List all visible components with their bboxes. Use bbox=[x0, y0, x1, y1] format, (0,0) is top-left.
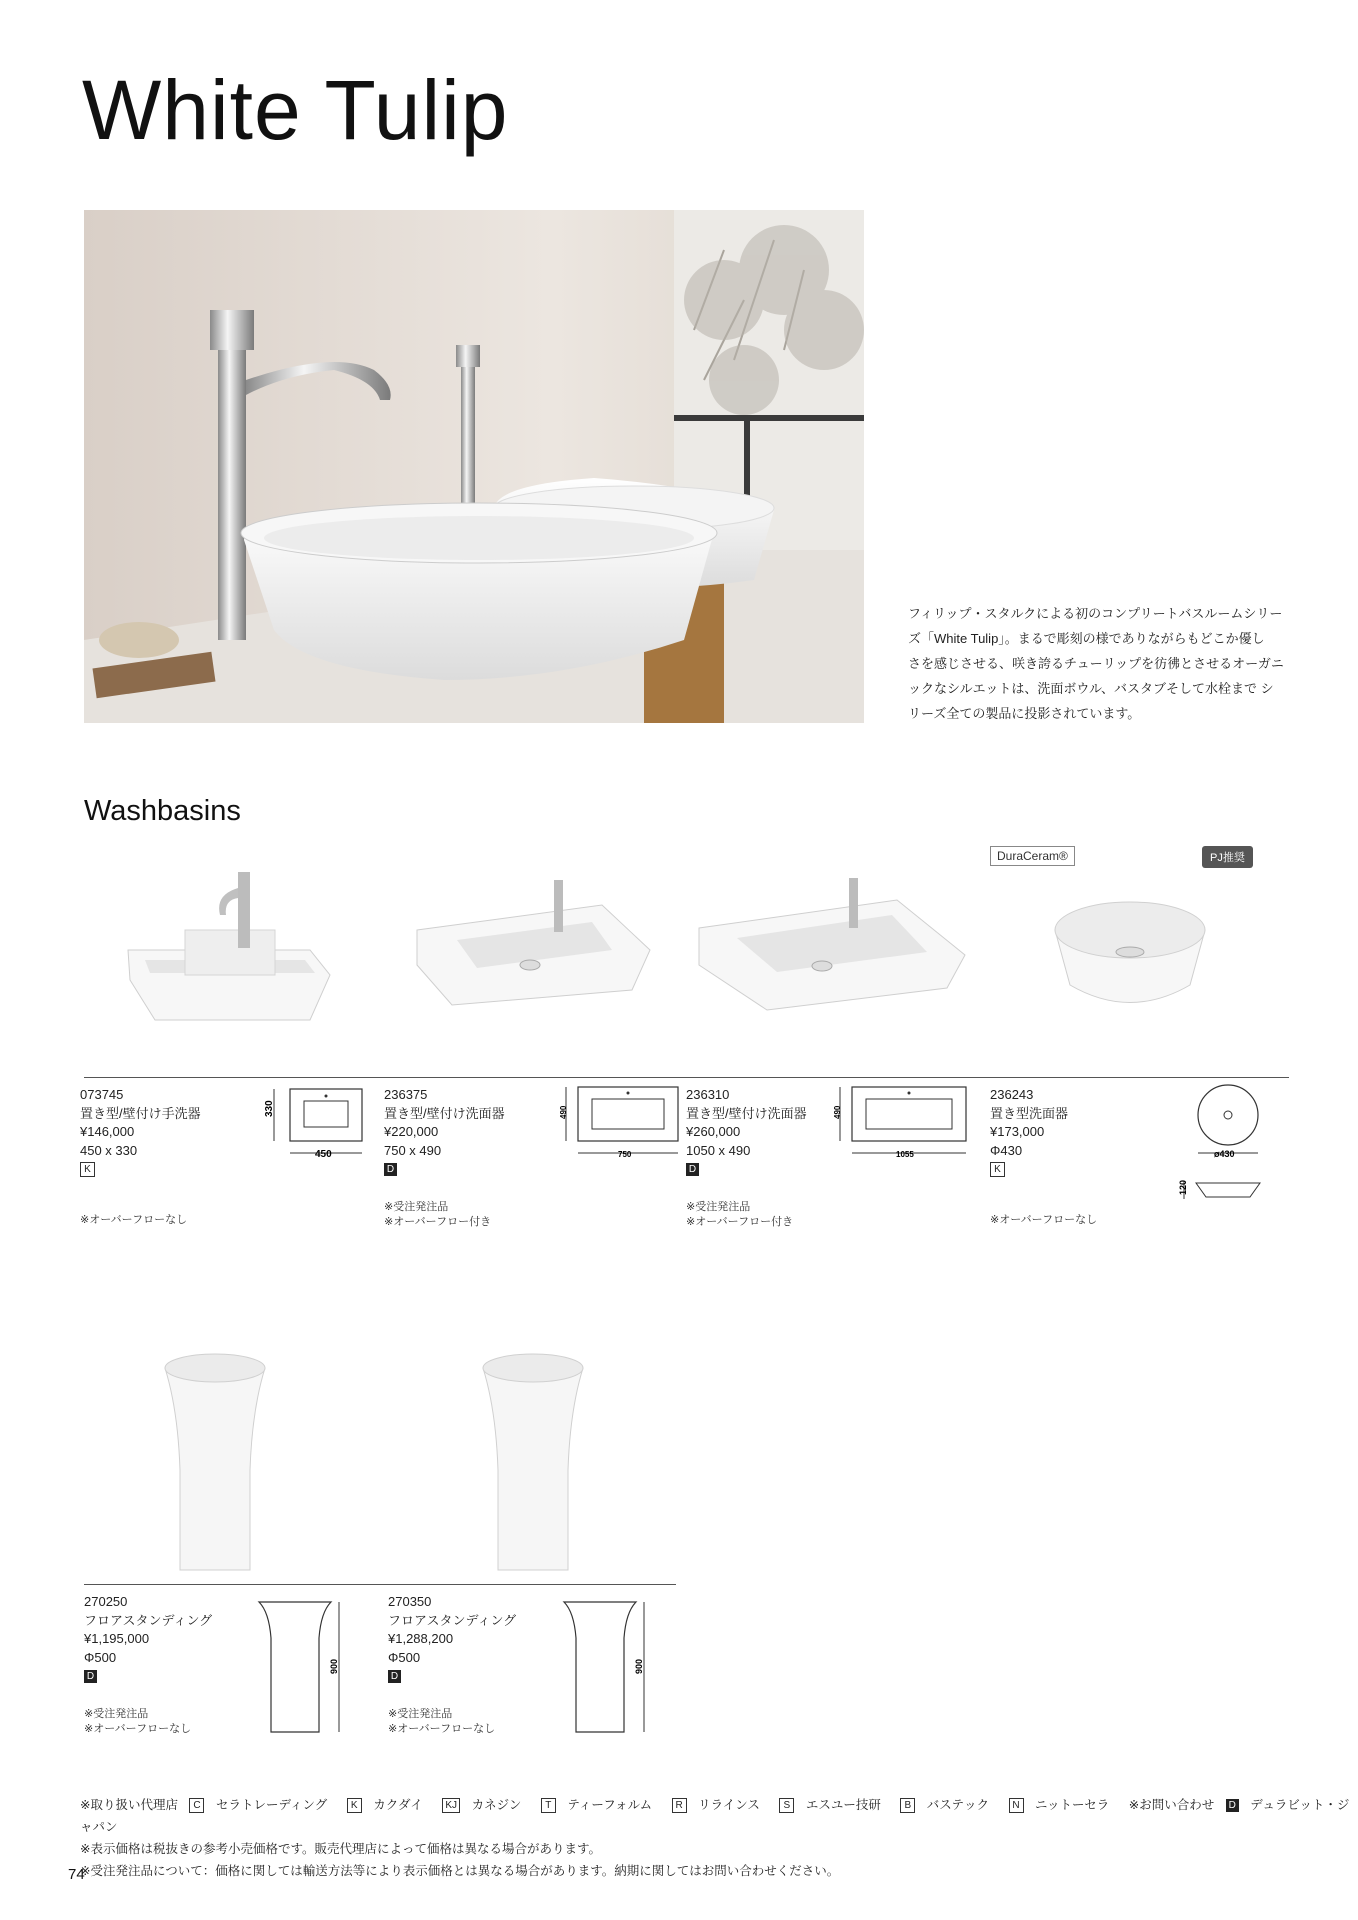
note-line: ※オーバーフロー付き bbox=[686, 1216, 794, 1228]
duraceram-tag: DuraCeram® bbox=[990, 846, 1075, 866]
dealer-name: カクダイ bbox=[373, 1798, 423, 1812]
product-image-073745 bbox=[120, 870, 340, 1050]
order-note: ※受注発注品について：価格に関しては輸送方法等により表示価格とは異なる場合があります。納期に関してはお問い合わせください。 bbox=[80, 1864, 840, 1878]
dealer-code: T bbox=[541, 1798, 556, 1813]
product-type: 置き型洗面器 bbox=[990, 1105, 1069, 1121]
dealer-badge: D bbox=[384, 1163, 397, 1176]
dim-label-depth: 330 bbox=[264, 1100, 275, 1117]
product-price: ¥260,000 bbox=[686, 1124, 741, 1139]
product-270350 bbox=[388, 1593, 516, 1686]
inquiry-name: デュラビット・ジャパン bbox=[80, 1798, 1350, 1834]
dealer-name: リラインス bbox=[698, 1798, 760, 1812]
product-code: 236243 bbox=[990, 1087, 1034, 1102]
dealer-code: S bbox=[779, 1798, 794, 1813]
note-line: ※オーバーフローなし bbox=[388, 1723, 496, 1735]
dim-label-depth: 490 bbox=[559, 1105, 568, 1119]
dim-label-depth: 490 bbox=[833, 1105, 842, 1119]
product-size: Φ430 bbox=[990, 1142, 1023, 1158]
product-price: ¥146,000 bbox=[80, 1124, 135, 1139]
dealer-badge: D bbox=[388, 1670, 401, 1683]
price-note: ※表示価格は税抜きの参考小売価格です。販売代理店によって価格は異なる場合があります。 bbox=[80, 1842, 601, 1856]
dealer-code: C bbox=[189, 1798, 204, 1813]
dimension-drawing-270250 bbox=[255, 1598, 345, 1738]
dim-label-height: 900 bbox=[634, 1658, 644, 1674]
note-line: ※受注発注品 bbox=[384, 1201, 449, 1213]
product-code: 236375 bbox=[384, 1087, 428, 1102]
note-line: ※オーバーフロー付き bbox=[384, 1216, 492, 1228]
product-size: 750 x 490 bbox=[384, 1142, 442, 1158]
product-size: 450 x 330 bbox=[80, 1142, 138, 1158]
product-code: 270250 bbox=[84, 1594, 128, 1609]
dealer-list bbox=[80, 1794, 1358, 1838]
product-type: フロアスタンディング bbox=[388, 1612, 517, 1628]
dealer-name: カネジン bbox=[471, 1798, 522, 1812]
note-line: ※受注発注品 bbox=[388, 1708, 453, 1720]
note-line: ※受注発注品 bbox=[686, 1201, 751, 1213]
product-notes bbox=[686, 1200, 793, 1230]
dim-label-width: 1055 bbox=[896, 1150, 914, 1159]
product-image-236310 bbox=[697, 870, 967, 1050]
product-236310 bbox=[686, 1086, 807, 1179]
product-236375 bbox=[384, 1086, 505, 1179]
product-image-236243 bbox=[1050, 890, 1210, 1020]
intro-line: ズ「White Tulip」。まるで彫刻の様でありながらもどこか優し bbox=[908, 631, 1265, 646]
dealer-badge: D bbox=[84, 1670, 97, 1683]
product-size: Φ500 bbox=[388, 1649, 421, 1665]
dimension-drawing-073745 bbox=[260, 1083, 370, 1163]
note-line: ※オーバーフローなし bbox=[990, 1214, 1098, 1226]
product-236243 bbox=[990, 1086, 1068, 1179]
product-type: 置き型/壁付け洗面器 bbox=[686, 1105, 807, 1121]
page-title: White Tulip bbox=[82, 63, 509, 157]
hero-photo bbox=[84, 210, 864, 723]
product-type: フロアスタンディング bbox=[84, 1612, 213, 1628]
dealer-name: ティーフォルム bbox=[567, 1798, 653, 1812]
dim-label-height: 120 bbox=[1178, 1179, 1188, 1195]
dimension-drawing-270350 bbox=[560, 1598, 650, 1738]
note-line: ※オーバーフローなし bbox=[80, 1214, 188, 1226]
note-line: ※受注発注品 bbox=[84, 1708, 149, 1720]
inquiry-code: D bbox=[1226, 1799, 1239, 1812]
product-notes bbox=[990, 1213, 1097, 1228]
product-type: 置き型/壁付け洗面器 bbox=[384, 1105, 505, 1121]
divider-row1 bbox=[84, 1077, 1289, 1078]
footer-notes bbox=[80, 1794, 1358, 1882]
dealer-code: K bbox=[347, 1798, 362, 1813]
product-notes bbox=[84, 1707, 191, 1737]
intro-text bbox=[908, 601, 1288, 726]
product-price: ¥1,288,200 bbox=[388, 1631, 454, 1646]
product-price: ¥173,000 bbox=[990, 1124, 1045, 1139]
dimension-drawing-236310 bbox=[830, 1083, 970, 1163]
dealers-label: ※取り扱い代理店 bbox=[80, 1798, 178, 1812]
product-image-270250 bbox=[160, 1350, 270, 1580]
intro-line: リーズ全ての製品に投影されています。 bbox=[908, 706, 1141, 721]
dealer-code: KJ bbox=[442, 1798, 460, 1813]
section-title: Washbasins bbox=[84, 795, 241, 827]
dealer-code: R bbox=[672, 1798, 687, 1813]
dealer-name: エスユー技研 bbox=[805, 1798, 881, 1812]
dealer-name: セラトレーディング bbox=[215, 1798, 328, 1812]
product-270250 bbox=[84, 1593, 212, 1686]
pj-recommended-tag: PJ推奨 bbox=[1202, 846, 1253, 868]
product-type: 置き型/壁付け手洗器 bbox=[80, 1105, 201, 1121]
inquiry-label: ※お問い合わせ bbox=[1128, 1798, 1215, 1812]
dimension-drawing-236243 bbox=[1170, 1083, 1270, 1213]
product-size: Φ500 bbox=[84, 1649, 117, 1665]
dim-label-width: 750 bbox=[618, 1150, 632, 1159]
product-code: 073745 bbox=[80, 1087, 124, 1102]
divider-row2 bbox=[84, 1584, 676, 1585]
product-code: 270350 bbox=[388, 1594, 432, 1609]
note-line: ※オーバーフローなし bbox=[84, 1723, 192, 1735]
dealer-badge: D bbox=[686, 1163, 699, 1176]
product-price: ¥1,195,000 bbox=[84, 1631, 150, 1646]
dealer-name: ニットーセラ bbox=[1035, 1798, 1110, 1812]
intro-line: さを感じさせる、咲き誇るチューリップを彷彿とさせるオーガニ bbox=[908, 656, 1284, 671]
intro-line: ックなシルエットは、洗面ボウル、バスタブそして水栓まで シ bbox=[908, 681, 1274, 696]
dealer-code: B bbox=[900, 1798, 915, 1813]
dealer-badge: K bbox=[80, 1162, 95, 1177]
intro-line: フィリップ・スタルクによる初のコンプリートバスルームシリー bbox=[908, 606, 1283, 621]
dim-label-diameter: ø430 bbox=[1214, 1149, 1235, 1159]
product-notes bbox=[80, 1213, 187, 1228]
page-number: 74 bbox=[68, 1866, 85, 1883]
product-image-270350 bbox=[478, 1350, 588, 1580]
dim-label-height: 900 bbox=[329, 1658, 339, 1674]
product-price: ¥220,000 bbox=[384, 1124, 439, 1139]
product-notes bbox=[388, 1707, 495, 1737]
dimension-drawing-236375 bbox=[556, 1083, 686, 1163]
product-size: 1050 x 490 bbox=[686, 1142, 751, 1158]
dealer-badge: K bbox=[990, 1162, 1005, 1177]
product-notes bbox=[384, 1200, 491, 1230]
product-image-236375 bbox=[412, 870, 652, 1050]
product-code: 236310 bbox=[686, 1087, 730, 1102]
product-073745 bbox=[80, 1086, 201, 1179]
dealer-name: バステック bbox=[926, 1798, 990, 1812]
dealer-code: N bbox=[1009, 1798, 1024, 1813]
dim-label-width: 450 bbox=[315, 1149, 332, 1160]
